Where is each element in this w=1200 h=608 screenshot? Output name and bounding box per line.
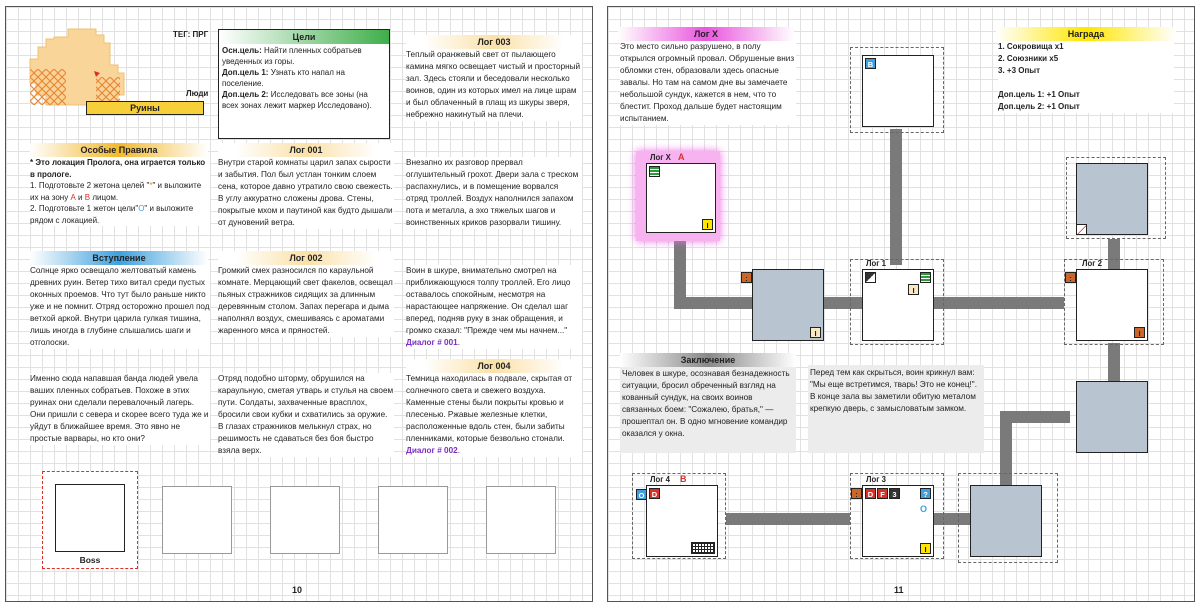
log004-text: [406, 373, 582, 457]
goals-extra1-text: Узнать кто напал на поселение.: [222, 68, 345, 88]
room-top[interactable]: [862, 55, 934, 127]
boss-slot[interactable]: [42, 471, 138, 569]
goals-main-text: Найти пленных собратьев уведенных из горы.: [222, 46, 362, 66]
special-rules-header: [30, 143, 208, 157]
token-i[interactable]: I: [920, 543, 931, 554]
page-number-left: 10: [292, 585, 303, 595]
goals-box: [218, 29, 390, 139]
logx-room-label: Лог X: [650, 153, 671, 162]
intro-header-text: Вступление: [92, 253, 146, 263]
goals-main-label: Осн.цель:: [222, 46, 262, 55]
token-question[interactable]: ?: [920, 488, 931, 499]
token-i[interactable]: I: [702, 219, 713, 230]
log004-text-body: Темница находилась в подвале, скрытая от солнечного света и свежего воздуха. Каменные стены были покрыты кровью и плесенью. Ржавые железные клетки, расположенные вдоль стен, были забиты пленниками, которые безвольно стонали.: [406, 374, 573, 443]
log003-dot: .: [457, 338, 460, 347]
log001-header: [218, 143, 394, 157]
intro-header: [30, 251, 208, 265]
goals-extra1-label: Доп.цель 1:: [222, 68, 269, 77]
left-page: [5, 6, 593, 602]
token-colon[interactable]: :: [1065, 272, 1076, 283]
log003-p3-text: Воин в шкуре, внимательно смотрел на приближающуюся толпу троллей. Его лицо оставалось спокойным, несмотря на нарастающее напряжение. Он сделал шаг вперед, подняв руку в знак обращения, и громко сказал: "Прежде чем мы начнем...": [406, 266, 571, 335]
goals-text: [219, 44, 389, 112]
log002-header-text: Лог 002: [289, 253, 323, 263]
right-page: [607, 6, 1195, 602]
conclusion-p1: Человек в шкуре, осознавая безнадежность ситуации, бросил обреченный взгляд на кованный сундук, на своих воинов связанных боем: "Сожалею, братья," — прошептал он. В одно мгновение командир оказался у окна.: [622, 369, 790, 438]
cage-grid: [691, 542, 715, 554]
boss-label: Boss: [79, 555, 101, 565]
reward-extra-1: Доп.цель 1: +1 Опыт: [998, 90, 1080, 99]
hazard-token[interactable]: [649, 166, 660, 177]
card-slot[interactable]: [270, 486, 340, 554]
special-rules-line2c: лицом.: [92, 192, 119, 202]
conclusion-box: [620, 353, 796, 453]
token-i-orange[interactable]: I: [1134, 327, 1145, 338]
log1-room-label: Лог 1: [866, 259, 886, 268]
special-rules-line2a: 1. Подготовьте 2 жетона целей ": [30, 181, 150, 190]
room-grey-w[interactable]: [745, 269, 824, 341]
zone-a-marker: А: [678, 152, 685, 162]
card-slot[interactable]: [162, 486, 232, 554]
goals-header: [219, 30, 389, 44]
log3-room-label: Лог 3: [866, 475, 886, 484]
log004-dot: .: [457, 446, 460, 455]
room-grey-e[interactable]: [1076, 381, 1148, 453]
log003-p3: [406, 265, 582, 349]
token-colon[interactable]: :: [851, 488, 862, 499]
token-3[interactable]: 3: [889, 488, 900, 499]
card-slot[interactable]: [486, 486, 556, 554]
goals-header-text: Цели: [292, 32, 316, 42]
log003-p2: Внезапно их разговор прервал оглушительный грохот. Двери зала с треском распахнулись, и в помещение ворвался отряд троллей. Воздух наполнился запахом пота и металла, а эхо тяжелых шагов и воинственных криков разорвали тишину.: [406, 157, 582, 229]
dialog-002-link[interactable]: Диалог # 002: [406, 446, 458, 455]
log001-text: Внутри старой комнаты царил запах сырости и забытия. Пол был устлан тонким слоем сена, которое давно утратило свою свежесть. В углу аккуратно сложены дрова. Стены, покрытые мхом и паутиной как будто дышали от дуновений ветра.: [218, 158, 393, 227]
hazard-token[interactable]: [920, 272, 931, 283]
log003-p1: Теплый оранжевый свет от пылающего камина мягко освещает чистый и просторный зал. Здесь стояли и беседовали несколько воинов, один из которых имел на лице шрам и был облаченный в плащ из шкуры зверя, небрежно накинутый на плечи.: [406, 50, 581, 119]
corridor: [726, 513, 850, 525]
log002-header: [218, 251, 394, 265]
corridor: [674, 241, 686, 303]
ruins-banner: [86, 101, 204, 115]
log003-header-text: Лог 003: [477, 37, 511, 47]
log2-room-label: Лог 2: [1082, 259, 1102, 268]
log4-room-label: Лог 4: [650, 475, 670, 484]
dialog-001-link[interactable]: Диалог # 001: [406, 338, 458, 347]
token-f[interactable]: F: [877, 488, 888, 499]
room-grey-se[interactable]: [970, 485, 1042, 557]
reward-extra-2: Доп.цель 2: +1 Опыт: [998, 102, 1080, 111]
conclusion-header-text: Заключение: [680, 355, 736, 365]
special-rules-line1: * Это локация Пролога, она играется только в прологе.: [30, 158, 206, 179]
token-o-text: O: [920, 504, 928, 514]
reward-header-text: Награда: [1067, 29, 1105, 39]
o-token-text: О: [138, 204, 145, 213]
conclusion-p2: Перед тем как скрыться, воин крикнул вам: "Мы еще встретимся, тварь! Это не конец!". В конце зала вы заметили обитую металом крепкую дверь, с замысловатым замком.: [808, 365, 984, 453]
log002-p1: Громкий смех разносился по караульной комнате. Мерцающий свет факелов, освещал пьяных стражников сидящих за длинным деревянным столом. Запах перегара и дыма наполнял воздух, смешиваясь с ароматами жаренного мяса и пряностей.: [218, 266, 393, 335]
corner-token[interactable]: [865, 272, 876, 283]
logx-header-text: Лог X: [693, 29, 719, 39]
zone-a-letter: А: [70, 192, 76, 202]
star-token-text: *: [149, 181, 153, 190]
special-rules-line2b: " и выложите их на зону: [30, 181, 202, 202]
reward-header: [996, 27, 1176, 41]
room-logx[interactable]: [646, 163, 716, 233]
room-log1[interactable]: [862, 269, 934, 341]
room-log3[interactable]: [855, 485, 934, 557]
reward-spacer: [998, 77, 1174, 89]
log004-header: [406, 359, 582, 373]
conclusion-header: [620, 353, 796, 367]
special-rules-line3a: 2. Подготовьте 1 жетон цели": [30, 204, 139, 213]
people-label: Люди: [186, 89, 209, 98]
token-colon[interactable]: :: [741, 272, 752, 283]
ruins-label: Руины: [130, 103, 160, 113]
log002-p2: Отряд подобно шторму, обрушился на караульную, сметая утварь и стулья на своем пути. Солдаты, захваченные врасплох, бросили свои кубки и схватились за оружие. В глазах стражников мелькнул страх, но решимость не сдаваться без боя быстро взяла верх.: [218, 374, 394, 455]
goals-extra2-text: Исследовать все зоны (на всех зонах лежит маркер Исследовано).: [222, 90, 372, 110]
logx-text: Это место сильно разрушено, в полу открылся огромный провал. Обрушеные вниз обломки стен, образовали здесь опасные завалы. Но там на самом дне вы замечаете небольшой сундук, кажется в нем, что то блестит. Проход дальше будет настоящим испытанием.: [620, 42, 795, 123]
corridor: [674, 297, 754, 309]
corridor: [934, 297, 1064, 309]
special-rules-line3b: " и выложите рядом с локацией.: [30, 204, 194, 225]
corridor: [890, 129, 902, 265]
reward-item-1: 1. Сокровища x1: [998, 42, 1064, 51]
boss-card-slot[interactable]: [55, 484, 125, 552]
special-rules-header-text: Особые Правила: [80, 145, 158, 155]
corridor: [1108, 343, 1120, 381]
special-rules-text: [30, 157, 210, 226]
log003-header: [406, 35, 582, 49]
intro-p1: Солнце ярко освещало желтоватый камень древних руин. Ветер тихо витал среди пустых оконных проемов. Что тут было раньше никто уже и не помнит. Отряд осторожно прошел под ветхой аркой. Внутри царила гулкая тишина, лишь иногда в глубине слышались шаги и отголоски.: [30, 266, 210, 347]
reward-item-2: 2. Союзники x5: [998, 54, 1059, 63]
intro-p2: Именно сюда напавшая банда людей увела ваших пленных собратьев. Похоже в этих руинах они сделали перевалочный лагерь. Они пришли с севера и скорее всего туда же и уйдут в ближайшее время. Это явно не простые варвары, но кто они?: [30, 374, 209, 443]
token-d[interactable]: D: [649, 488, 660, 499]
card-slot[interactable]: [378, 486, 448, 554]
tag-label: ТЕГ: ПРГ: [173, 30, 209, 39]
logx-header: [618, 27, 794, 41]
location-thumbnail: [26, 25, 211, 130]
room-grey-ne[interactable]: [1076, 163, 1148, 235]
zone-c-marker: В: [680, 474, 687, 484]
room-log2[interactable]: [1069, 269, 1148, 341]
reward-item-3: 3. +3 Опыт: [998, 66, 1041, 75]
goals-extra2-label: Доп.цель 2:: [222, 90, 269, 99]
log004-header-text: Лог 004: [477, 361, 511, 371]
token-i[interactable]: I: [908, 284, 919, 295]
token-d[interactable]: D: [865, 488, 876, 499]
token-i-orange[interactable]: I: [810, 327, 821, 338]
token-o[interactable]: O: [636, 489, 647, 500]
special-rules-and: и: [78, 192, 83, 202]
log001-header-text: Лог 001: [289, 145, 323, 155]
zone-b-letter: В: [84, 192, 91, 202]
token-b[interactable]: B: [865, 58, 876, 69]
room-log4[interactable]: [646, 485, 718, 557]
reward-list: [998, 41, 1174, 113]
page-number-right: 11: [894, 585, 904, 595]
door-token[interactable]: [1076, 224, 1087, 235]
